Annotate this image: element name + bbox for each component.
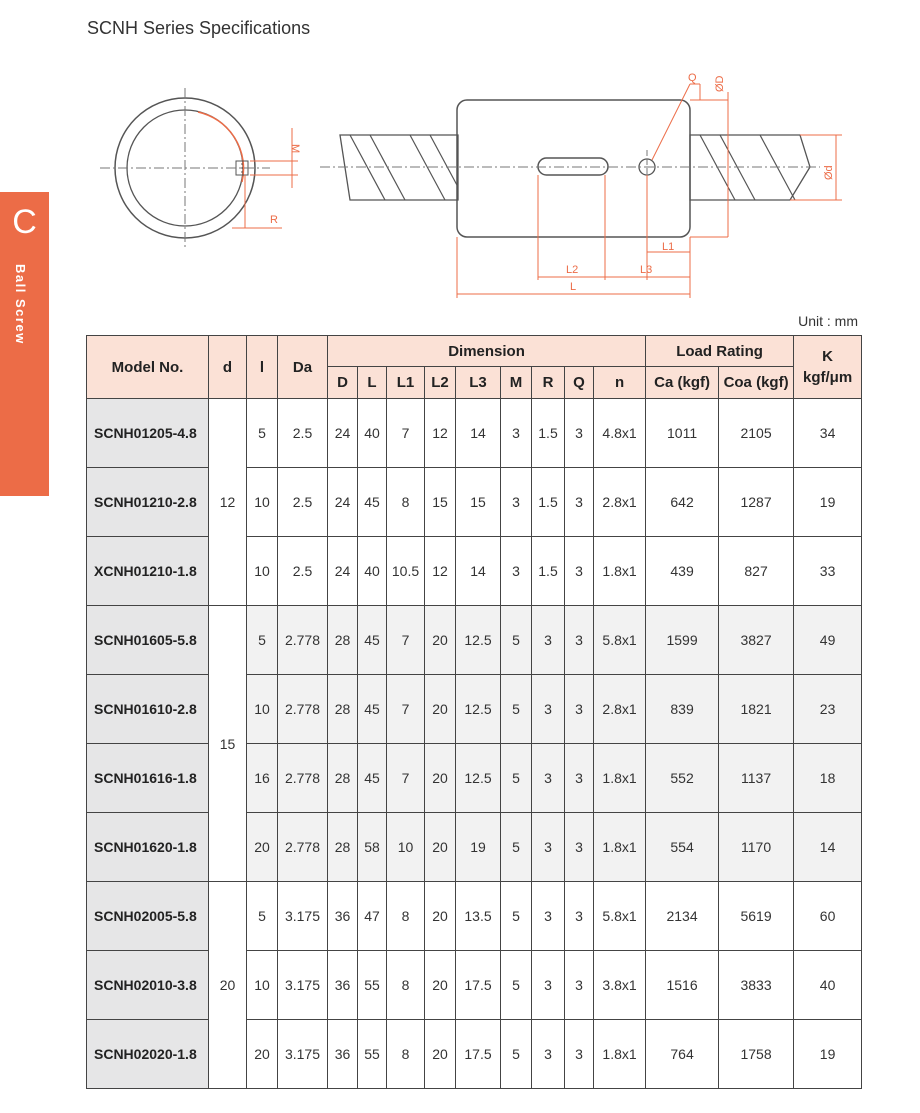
dim-R-cell: 3 bbox=[532, 882, 565, 951]
dim-L-cell: 47 bbox=[358, 882, 387, 951]
ball-nut-drawing bbox=[0, 55, 920, 300]
ca-cell: 554 bbox=[646, 813, 719, 882]
model-cell: SCNH02005-5.8 bbox=[87, 882, 209, 951]
lead-cell: 5 bbox=[247, 399, 278, 468]
dim-M-cell: 3 bbox=[501, 537, 532, 606]
table-row bbox=[87, 882, 862, 951]
da-cell: 2.778 bbox=[278, 675, 328, 744]
shaft-diameter-cell: 15 bbox=[209, 606, 247, 882]
dim-L1-cell: 10.5 bbox=[387, 537, 425, 606]
da-cell: 2.5 bbox=[278, 468, 328, 537]
label-l3: L3 bbox=[640, 264, 653, 276]
dim-L-cell: 58 bbox=[358, 813, 387, 882]
ca-cell: 642 bbox=[646, 468, 719, 537]
dim-L1-cell: 7 bbox=[387, 606, 425, 675]
dim-L3-cell: 19 bbox=[456, 813, 501, 882]
dim-M-cell: 5 bbox=[501, 744, 532, 813]
da-cell: 3.175 bbox=[278, 951, 328, 1020]
ca-cell: 439 bbox=[646, 537, 719, 606]
label-r: R bbox=[270, 214, 278, 226]
dim-L-cell: 40 bbox=[358, 537, 387, 606]
header-ca: Ca (kgf) bbox=[646, 367, 719, 399]
table-body bbox=[87, 399, 862, 1089]
dim-Q-cell: 3 bbox=[565, 468, 594, 537]
table-row bbox=[87, 813, 862, 882]
dim-L-cell: 55 bbox=[358, 1020, 387, 1089]
dim-R-cell: 3 bbox=[532, 744, 565, 813]
dim-L2-cell: 20 bbox=[425, 813, 456, 882]
lead-cell: 16 bbox=[247, 744, 278, 813]
k-cell: 14 bbox=[794, 813, 862, 882]
dim-L1-cell: 8 bbox=[387, 882, 425, 951]
dim-R-cell: 3 bbox=[532, 1020, 565, 1089]
dim-L1-cell: 8 bbox=[387, 468, 425, 537]
dim-L2-cell: 20 bbox=[425, 882, 456, 951]
dim-Q-cell: 3 bbox=[565, 951, 594, 1020]
unit-label: Unit : mm bbox=[798, 313, 858, 329]
lead-cell: 10 bbox=[247, 951, 278, 1020]
ca-cell: 1516 bbox=[646, 951, 719, 1020]
coa-cell: 3833 bbox=[719, 951, 794, 1020]
label-od-major: ØD bbox=[714, 75, 726, 92]
dim-R-cell: 3 bbox=[532, 813, 565, 882]
table-row bbox=[87, 1020, 862, 1089]
coa-cell: 1170 bbox=[719, 813, 794, 882]
coa-cell: 1758 bbox=[719, 1020, 794, 1089]
da-cell: 2.5 bbox=[278, 537, 328, 606]
model-cell: SCNH01610-2.8 bbox=[87, 675, 209, 744]
dim-L3-cell: 13.5 bbox=[456, 882, 501, 951]
k-cell: 34 bbox=[794, 399, 862, 468]
end-view bbox=[100, 88, 298, 248]
dim-L-cell: 45 bbox=[358, 744, 387, 813]
dim-D-cell: 24 bbox=[328, 468, 358, 537]
dim-Q-cell: 3 bbox=[565, 399, 594, 468]
dim-D-cell: 36 bbox=[328, 951, 358, 1020]
section-letter: C bbox=[12, 203, 37, 241]
label-l1: L1 bbox=[662, 241, 675, 253]
ca-cell: 1011 bbox=[646, 399, 719, 468]
k-cell: 33 bbox=[794, 537, 862, 606]
lead-cell: 10 bbox=[247, 675, 278, 744]
table-row bbox=[87, 744, 862, 813]
header-dim-Q: Q bbox=[565, 367, 594, 399]
da-cell: 3.175 bbox=[278, 882, 328, 951]
table-row bbox=[87, 606, 862, 675]
dim-n-cell: 1.8x1 bbox=[594, 1020, 646, 1089]
lead-cell: 10 bbox=[247, 537, 278, 606]
dim-D-cell: 36 bbox=[328, 882, 358, 951]
shaft-diameter-cell: 12 bbox=[209, 399, 247, 606]
dim-Q-cell: 3 bbox=[565, 882, 594, 951]
lead-cell: 10 bbox=[247, 468, 278, 537]
dim-n-cell: 4.8x1 bbox=[594, 399, 646, 468]
dim-L-cell: 40 bbox=[358, 399, 387, 468]
dim-D-cell: 24 bbox=[328, 399, 358, 468]
dim-L3-cell: 12.5 bbox=[456, 675, 501, 744]
dim-L2-cell: 20 bbox=[425, 744, 456, 813]
dim-R-cell: 1.5 bbox=[532, 468, 565, 537]
dim-L2-cell: 20 bbox=[425, 951, 456, 1020]
label-l2: L2 bbox=[566, 264, 579, 276]
header-dim-L1: L1 bbox=[387, 367, 425, 399]
dim-n-cell: 1.8x1 bbox=[594, 744, 646, 813]
dim-n-cell: 3.8x1 bbox=[594, 951, 646, 1020]
dim-L2-cell: 12 bbox=[425, 399, 456, 468]
lead-cell: 20 bbox=[247, 1020, 278, 1089]
model-cell: SCNH01605-5.8 bbox=[87, 606, 209, 675]
k-cell: 23 bbox=[794, 675, 862, 744]
da-cell: 3.175 bbox=[278, 1020, 328, 1089]
ca-cell: 764 bbox=[646, 1020, 719, 1089]
model-cell: SCNH02020-1.8 bbox=[87, 1020, 209, 1089]
model-cell: SCNH02010-3.8 bbox=[87, 951, 209, 1020]
dim-D-cell: 28 bbox=[328, 813, 358, 882]
dim-L1-cell: 7 bbox=[387, 675, 425, 744]
header-d: d bbox=[209, 336, 247, 399]
table-row bbox=[87, 399, 862, 468]
dim-L3-cell: 14 bbox=[456, 399, 501, 468]
dim-n-cell: 5.8x1 bbox=[594, 606, 646, 675]
header-dim-D: D bbox=[328, 367, 358, 399]
model-cell: XCNH01210-1.8 bbox=[87, 537, 209, 606]
dim-D-cell: 28 bbox=[328, 606, 358, 675]
dim-D-cell: 28 bbox=[328, 675, 358, 744]
dim-M-cell: 5 bbox=[501, 675, 532, 744]
dim-n-cell: 1.8x1 bbox=[594, 537, 646, 606]
dim-Q-cell: 3 bbox=[565, 606, 594, 675]
dim-L1-cell: 8 bbox=[387, 1020, 425, 1089]
da-cell: 2.5 bbox=[278, 399, 328, 468]
dim-L-cell: 45 bbox=[358, 468, 387, 537]
k-cell: 60 bbox=[794, 882, 862, 951]
label-q: Q bbox=[688, 72, 697, 84]
dim-M-cell: 5 bbox=[501, 951, 532, 1020]
dim-L-cell: 45 bbox=[358, 675, 387, 744]
dim-L2-cell: 12 bbox=[425, 537, 456, 606]
dim-R-cell: 3 bbox=[532, 675, 565, 744]
dim-n-cell: 1.8x1 bbox=[594, 813, 646, 882]
k-cell: 49 bbox=[794, 606, 862, 675]
dim-L-cell: 55 bbox=[358, 951, 387, 1020]
dim-L3-cell: 12.5 bbox=[456, 744, 501, 813]
dim-L1-cell: 7 bbox=[387, 399, 425, 468]
coa-cell: 1821 bbox=[719, 675, 794, 744]
ca-cell: 1599 bbox=[646, 606, 719, 675]
header-coa: Coa (kgf) bbox=[719, 367, 794, 399]
model-cell: SCNH01616-1.8 bbox=[87, 744, 209, 813]
dim-D-cell: 24 bbox=[328, 537, 358, 606]
dim-L2-cell: 15 bbox=[425, 468, 456, 537]
page-title: SCNH Series Specifications bbox=[87, 18, 311, 38]
k-cell: 19 bbox=[794, 1020, 862, 1089]
header-dim-R: R bbox=[532, 367, 565, 399]
model-cell: SCNH01205-4.8 bbox=[87, 399, 209, 468]
dim-L3-cell: 17.5 bbox=[456, 951, 501, 1020]
header-dim-L2: L2 bbox=[425, 367, 456, 399]
da-cell: 2.778 bbox=[278, 744, 328, 813]
dim-M-cell: 5 bbox=[501, 813, 532, 882]
k-cell: 19 bbox=[794, 468, 862, 537]
side-view bbox=[320, 84, 842, 298]
dim-L2-cell: 20 bbox=[425, 675, 456, 744]
header-k bbox=[794, 336, 862, 399]
ca-cell: 552 bbox=[646, 744, 719, 813]
header-model: Model No. bbox=[87, 336, 209, 399]
lead-cell: 20 bbox=[247, 813, 278, 882]
header-da: Da bbox=[278, 336, 328, 399]
model-cell: SCNH01620-1.8 bbox=[87, 813, 209, 882]
dim-n-cell: 5.8x1 bbox=[594, 882, 646, 951]
section-label: Ball Screw bbox=[13, 264, 28, 345]
header-dim-n: n bbox=[594, 367, 646, 399]
header-load-rating: Load Rating bbox=[646, 336, 794, 367]
lead-cell: 5 bbox=[247, 882, 278, 951]
dim-Q-cell: 3 bbox=[565, 744, 594, 813]
dim-M-cell: 3 bbox=[501, 399, 532, 468]
coa-cell: 1137 bbox=[719, 744, 794, 813]
dim-L1-cell: 7 bbox=[387, 744, 425, 813]
coa-cell: 3827 bbox=[719, 606, 794, 675]
table-row bbox=[87, 537, 862, 606]
dim-L3-cell: 12.5 bbox=[456, 606, 501, 675]
spec-table bbox=[86, 335, 862, 1089]
header-dimension: Dimension bbox=[328, 336, 646, 367]
ca-cell: 2134 bbox=[646, 882, 719, 951]
header-dim-L3: L3 bbox=[456, 367, 501, 399]
dim-R-cell: 3 bbox=[532, 606, 565, 675]
dim-L2-cell: 20 bbox=[425, 606, 456, 675]
coa-cell: 2105 bbox=[719, 399, 794, 468]
ca-cell: 839 bbox=[646, 675, 719, 744]
dim-D-cell: 28 bbox=[328, 744, 358, 813]
table-row bbox=[87, 675, 862, 744]
lead-cell: 5 bbox=[247, 606, 278, 675]
da-cell: 2.778 bbox=[278, 606, 328, 675]
k-cell: 18 bbox=[794, 744, 862, 813]
dim-M-cell: 5 bbox=[501, 882, 532, 951]
coa-cell: 1287 bbox=[719, 468, 794, 537]
dim-L1-cell: 8 bbox=[387, 951, 425, 1020]
label-m: M bbox=[289, 144, 301, 154]
k-cell: 40 bbox=[794, 951, 862, 1020]
label-od-minor: Ød bbox=[823, 165, 835, 180]
header-dim-M: M bbox=[501, 367, 532, 399]
dim-R-cell: 1.5 bbox=[532, 537, 565, 606]
coa-cell: 827 bbox=[719, 537, 794, 606]
dim-Q-cell: 3 bbox=[565, 1020, 594, 1089]
dim-L2-cell: 20 bbox=[425, 1020, 456, 1089]
dim-Q-cell: 3 bbox=[565, 675, 594, 744]
shaft-diameter-cell: 20 bbox=[209, 882, 247, 1089]
table-row bbox=[87, 951, 862, 1020]
header-k-label: K bbox=[822, 348, 833, 365]
header-lead: l bbox=[247, 336, 278, 399]
table-row bbox=[87, 468, 862, 537]
dim-n-cell: 2.8x1 bbox=[594, 468, 646, 537]
dim-M-cell: 5 bbox=[501, 606, 532, 675]
da-cell: 2.778 bbox=[278, 813, 328, 882]
dim-L1-cell: 10 bbox=[387, 813, 425, 882]
dim-n-cell: 2.8x1 bbox=[594, 675, 646, 744]
dim-M-cell: 3 bbox=[501, 468, 532, 537]
dim-L3-cell: 17.5 bbox=[456, 1020, 501, 1089]
dim-Q-cell: 3 bbox=[565, 537, 594, 606]
dim-L3-cell: 15 bbox=[456, 468, 501, 537]
label-l: L bbox=[570, 281, 577, 293]
header-dim-L: L bbox=[358, 367, 387, 399]
table-header bbox=[87, 336, 862, 399]
dim-R-cell: 3 bbox=[532, 951, 565, 1020]
dim-L-cell: 45 bbox=[358, 606, 387, 675]
model-cell: SCNH01210-2.8 bbox=[87, 468, 209, 537]
dim-D-cell: 36 bbox=[328, 1020, 358, 1089]
coa-cell: 5619 bbox=[719, 882, 794, 951]
dim-R-cell: 1.5 bbox=[532, 399, 565, 468]
dim-M-cell: 5 bbox=[501, 1020, 532, 1089]
dim-L3-cell: 14 bbox=[456, 537, 501, 606]
dim-Q-cell: 3 bbox=[565, 813, 594, 882]
header-k-unit: kgf/μm bbox=[802, 369, 853, 386]
